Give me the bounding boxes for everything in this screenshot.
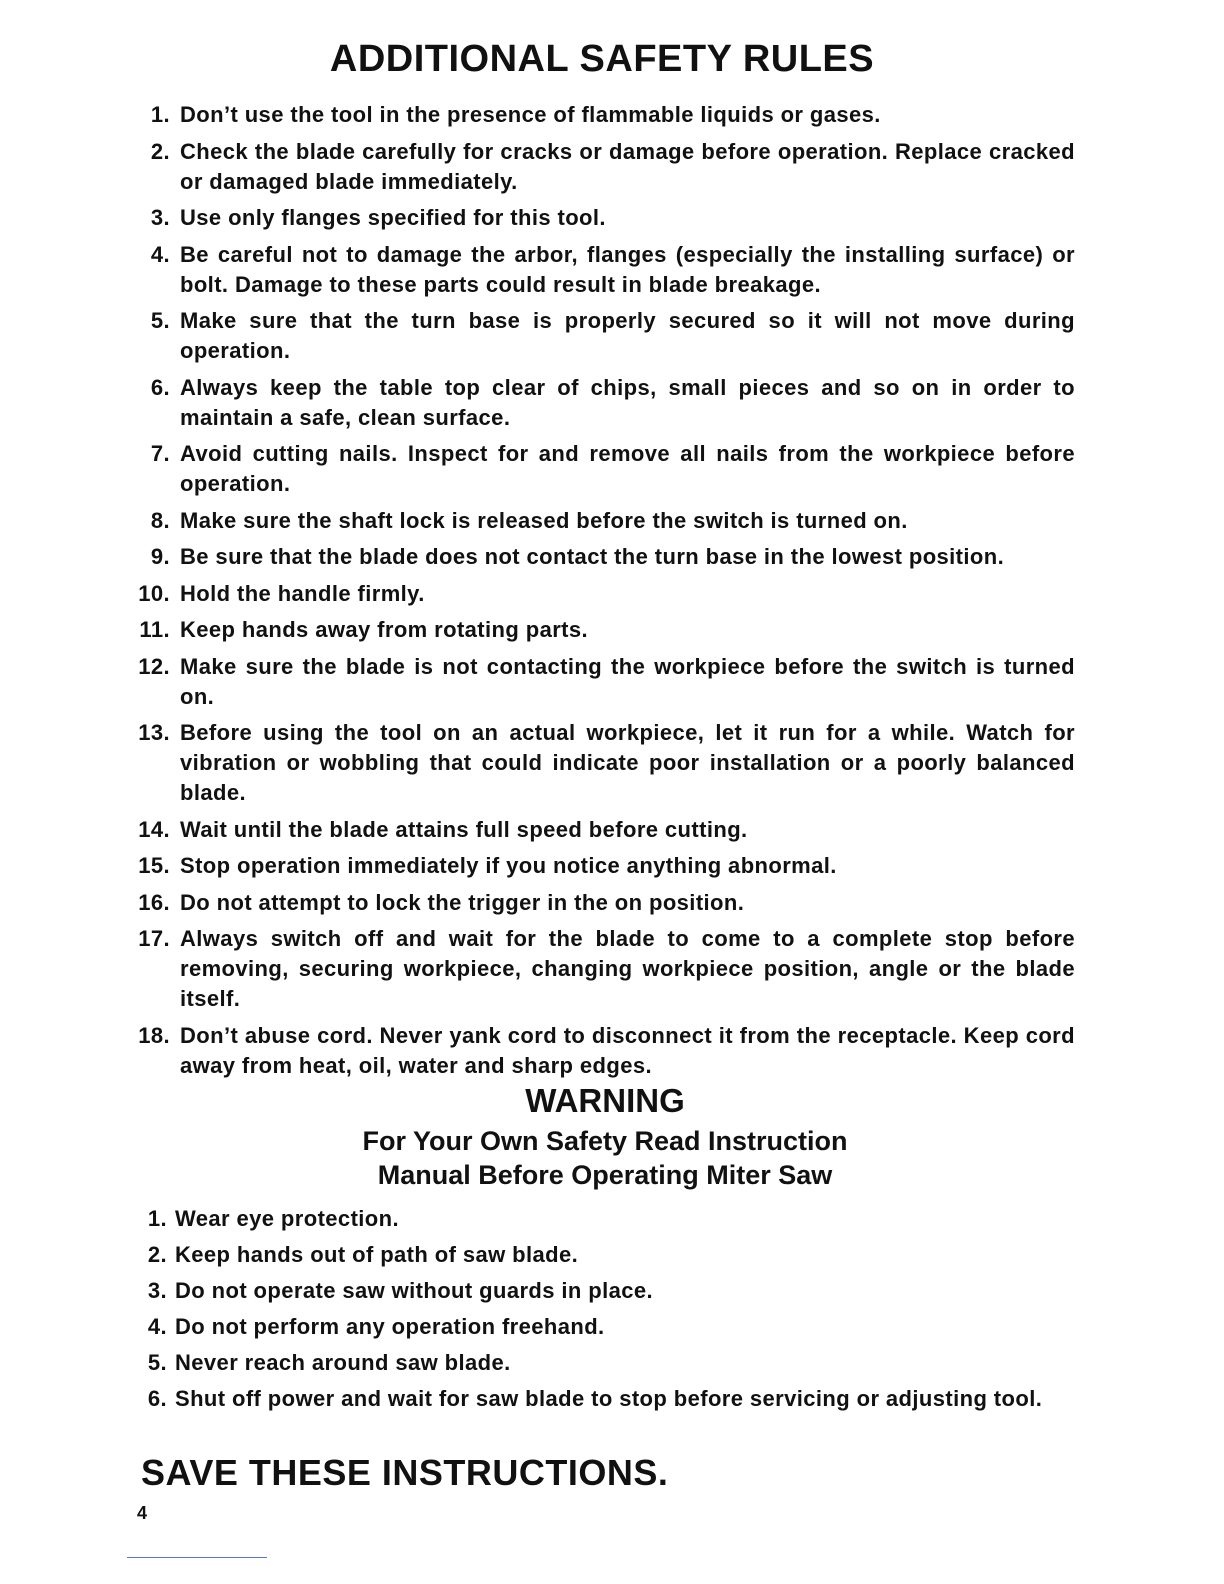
- item-number: 11.: [139, 617, 170, 642]
- save-instructions-heading: SAVE THESE INSTRUCTIONS.: [141, 1452, 669, 1493]
- list-item: [135, 1240, 1085, 1270]
- item-number: 15.: [138, 853, 170, 878]
- item-number: 9.: [150, 544, 170, 569]
- item-text: Hold the handle firmly.: [180, 580, 425, 606]
- item-number: 18.: [138, 1022, 170, 1048]
- item-number: 8.: [150, 507, 170, 533]
- item-number: 4.: [150, 241, 170, 267]
- list-item: [130, 615, 1075, 645]
- item-text: Never reach around saw blade.: [175, 1350, 511, 1375]
- item-number: 1.: [150, 102, 170, 127]
- list-item: [130, 924, 1075, 1014]
- item-number: 5.: [147, 1350, 167, 1375]
- list-item: [130, 1021, 1075, 1081]
- warning-subtitle: [0, 1124, 1210, 1192]
- item-number: 2.: [150, 138, 170, 164]
- item-text: Do not perform any operation freehand.: [175, 1314, 605, 1339]
- page-number: 4: [137, 1503, 148, 1523]
- item-text: Do not attempt to lock the trigger in the on position.: [180, 889, 745, 915]
- list-item: [130, 373, 1075, 433]
- list-item: [130, 137, 1075, 197]
- item-text: Don’t abuse cord. Never yank cord to disconnect it from the receptacle. Keep cord away from heat, oil, water and sharp edges.: [180, 1022, 1075, 1078]
- item-text: Before using the tool on an actual workpiece, let it run for a while. Watch for vibration or wobbling that could indicate poor installation or a poorly balanced blade.: [180, 720, 1075, 805]
- warning-subtitle-line: For Your Own Safety Read Instruction: [362, 1126, 848, 1156]
- item-text: Shut off power and wait for saw blade to stop before servicing or adjusting tool.: [175, 1386, 1043, 1411]
- item-number: 12.: [138, 653, 170, 679]
- item-text: Make sure the blade is not contacting the workpiece before the switch is turned on.: [180, 653, 1075, 709]
- item-text: Make sure that the turn base is properly secured so it will not move during operation.: [180, 308, 1075, 363]
- list-item: [135, 1384, 1085, 1414]
- item-number: 2.: [147, 1242, 167, 1267]
- item-text: Wear eye protection.: [175, 1206, 399, 1231]
- list-item: [130, 100, 1075, 130]
- safety-rules-list: [130, 100, 1075, 1087]
- item-number: 6.: [147, 1386, 167, 1411]
- warning-list: [135, 1204, 1085, 1420]
- footer-divider: [127, 1557, 267, 1558]
- list-item: [130, 815, 1075, 845]
- warning-subtitle-line: Manual Before Operating Miter Saw: [377, 1160, 833, 1190]
- item-text: Be sure that the blade does not contact the turn base in the lowest position.: [180, 544, 1005, 569]
- list-item: [130, 542, 1075, 572]
- item-number: 14.: [138, 816, 170, 842]
- item-text: Use only flanges specified for this tool.: [180, 205, 606, 230]
- item-text: Be careful not to damage the arbor, flanges (especially the installing surface) or bolt. Damage to these parts could result in blade breakage.: [180, 241, 1075, 297]
- item-number: 1.: [147, 1206, 167, 1231]
- item-number: 3.: [147, 1278, 167, 1303]
- list-item: [130, 203, 1075, 233]
- item-text: Keep hands away from rotating parts.: [180, 617, 589, 642]
- item-number: 7.: [150, 441, 170, 466]
- item-text: Stop operation immediately if you notice anything abnormal.: [180, 853, 837, 878]
- item-text: Make sure the shaft lock is released before the switch is turned on.: [180, 507, 908, 533]
- item-number: 6.: [150, 374, 170, 400]
- item-number: 4.: [147, 1314, 167, 1339]
- item-text: Always keep the table top clear of chips, small pieces and so on in order to maintain a safe, clean surface.: [180, 374, 1075, 430]
- list-item: [130, 851, 1075, 881]
- item-text: Avoid cutting nails. Inspect for and remove all nails from the workpiece before operation.: [180, 441, 1075, 496]
- item-text: Check the blade carefully for cracks or damage before operation. Replace cracked or damaged blade immediately.: [180, 138, 1075, 194]
- list-item: [130, 306, 1075, 366]
- item-number: 5.: [150, 308, 170, 333]
- warning-heading: WARNING: [525, 1082, 685, 1119]
- item-number: 3.: [150, 205, 170, 230]
- item-number: 16.: [138, 889, 170, 915]
- item-number: 17.: [138, 926, 170, 951]
- list-item: [135, 1348, 1085, 1378]
- list-item: [130, 240, 1075, 300]
- item-text: Do not operate saw without guards in place.: [175, 1278, 654, 1303]
- list-item: [135, 1276, 1085, 1306]
- list-item: [130, 888, 1075, 918]
- list-item: [130, 718, 1075, 808]
- list-item: [135, 1312, 1085, 1342]
- item-number: 10.: [138, 580, 170, 606]
- item-text: Don’t use the tool in the presence of flammable liquids or gases.: [180, 102, 881, 127]
- list-item: [135, 1204, 1085, 1234]
- page-title: ADDITIONAL SAFETY RULES: [329, 38, 875, 80]
- list-item: [130, 506, 1075, 536]
- list-item: [130, 579, 1075, 609]
- list-item: [130, 652, 1075, 712]
- item-number: 13.: [138, 720, 170, 745]
- item-text: Keep hands out of path of saw blade.: [175, 1242, 579, 1267]
- item-text: Wait until the blade attains full speed before cutting.: [180, 816, 748, 842]
- list-item: [130, 439, 1075, 499]
- item-text: Always switch off and wait for the blade to come to a complete stop before removing, securing workpiece, changing workpiece position, angle or the blade itself.: [180, 926, 1075, 1011]
